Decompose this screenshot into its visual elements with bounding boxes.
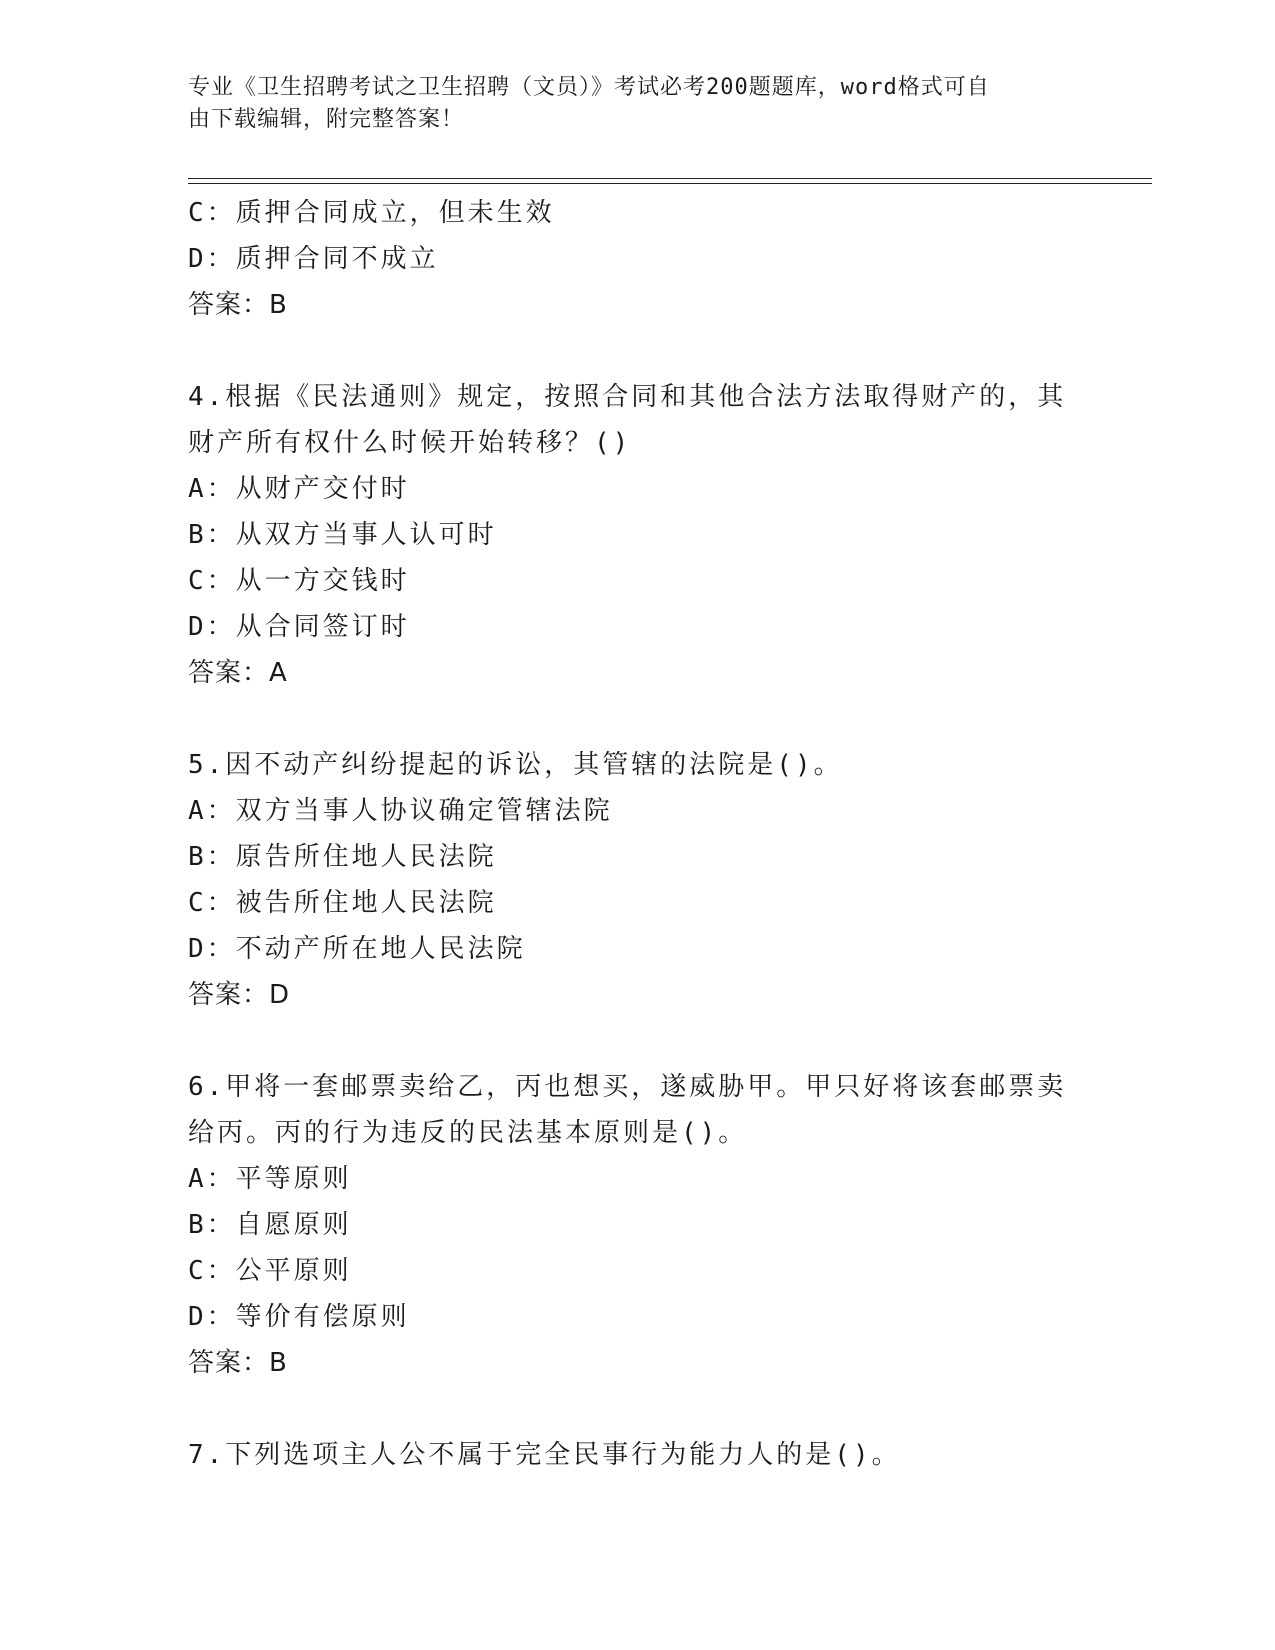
question-stem: 5.因不动产纠纷提起的诉讼，其管辖的法院是()。 (188, 750, 843, 780)
option-c: C：质押合同成立，但未生效 (188, 198, 555, 228)
question-5 (188, 742, 1068, 1018)
header-title-line-2: 由下载编辑，附完整答案！ (188, 107, 465, 132)
option-c: C：从一方交钱时 (188, 566, 410, 596)
option-d: D：不动产所在地人民法院 (188, 934, 526, 964)
question-stem: 7.下列选项主人公不属于完全民事行为能力人的是()。 (188, 1440, 901, 1470)
question-4 (188, 374, 1068, 696)
header-divider-bottom (188, 183, 1152, 184)
option-d: D：质押合同不成立 (188, 244, 439, 274)
question-stem: 6.甲将一套邮票卖给乙，丙也想买，遂威胁甲。甲只好将该套邮票卖 (188, 1072, 1067, 1102)
option-a: A：双方当事人协议确定管辖法院 (188, 796, 613, 826)
option-b: B：自愿原则 (188, 1210, 352, 1240)
option-c: C：被告所住地人民法院 (188, 888, 497, 918)
option-a: A：从财产交付时 (188, 474, 410, 504)
answer-line: 答案：A (188, 658, 288, 688)
document-header (188, 72, 1068, 136)
spacer (188, 1386, 1068, 1432)
answer-line: 答案：B (188, 290, 288, 320)
spacer (188, 696, 1068, 742)
spacer (188, 1018, 1068, 1064)
option-b: B：原告所住地人民法院 (188, 842, 497, 872)
answer-line: 答案：D (188, 980, 291, 1010)
question-stem: 给丙。丙的行为违反的民法基本原则是()。 (188, 1118, 748, 1148)
question-6 (188, 1064, 1068, 1386)
question-stem: 财产所有权什么时候开始转移？() (188, 428, 632, 458)
answer-line: 答案：B (188, 1348, 288, 1378)
header-divider-top (188, 178, 1152, 179)
option-c: C：公平原则 (188, 1256, 352, 1286)
question-content (188, 190, 1068, 1478)
question-stem: 4.根据《民法通则》规定，按照合同和其他合法方法取得财产的，其 (188, 382, 1067, 412)
question-3-continued (188, 190, 1068, 328)
question-7 (188, 1432, 1068, 1478)
spacer (188, 328, 1068, 374)
header-title-line-1: 专业《卫生招聘考试之卫生招聘（文员）》考试必考200题题库，word格式可自 (188, 75, 990, 100)
option-d: D：等价有偿原则 (188, 1302, 410, 1332)
option-b: B：从双方当事人认可时 (188, 520, 497, 550)
option-d: D：从合同签订时 (188, 612, 410, 642)
option-a: A：平等原则 (188, 1164, 352, 1194)
